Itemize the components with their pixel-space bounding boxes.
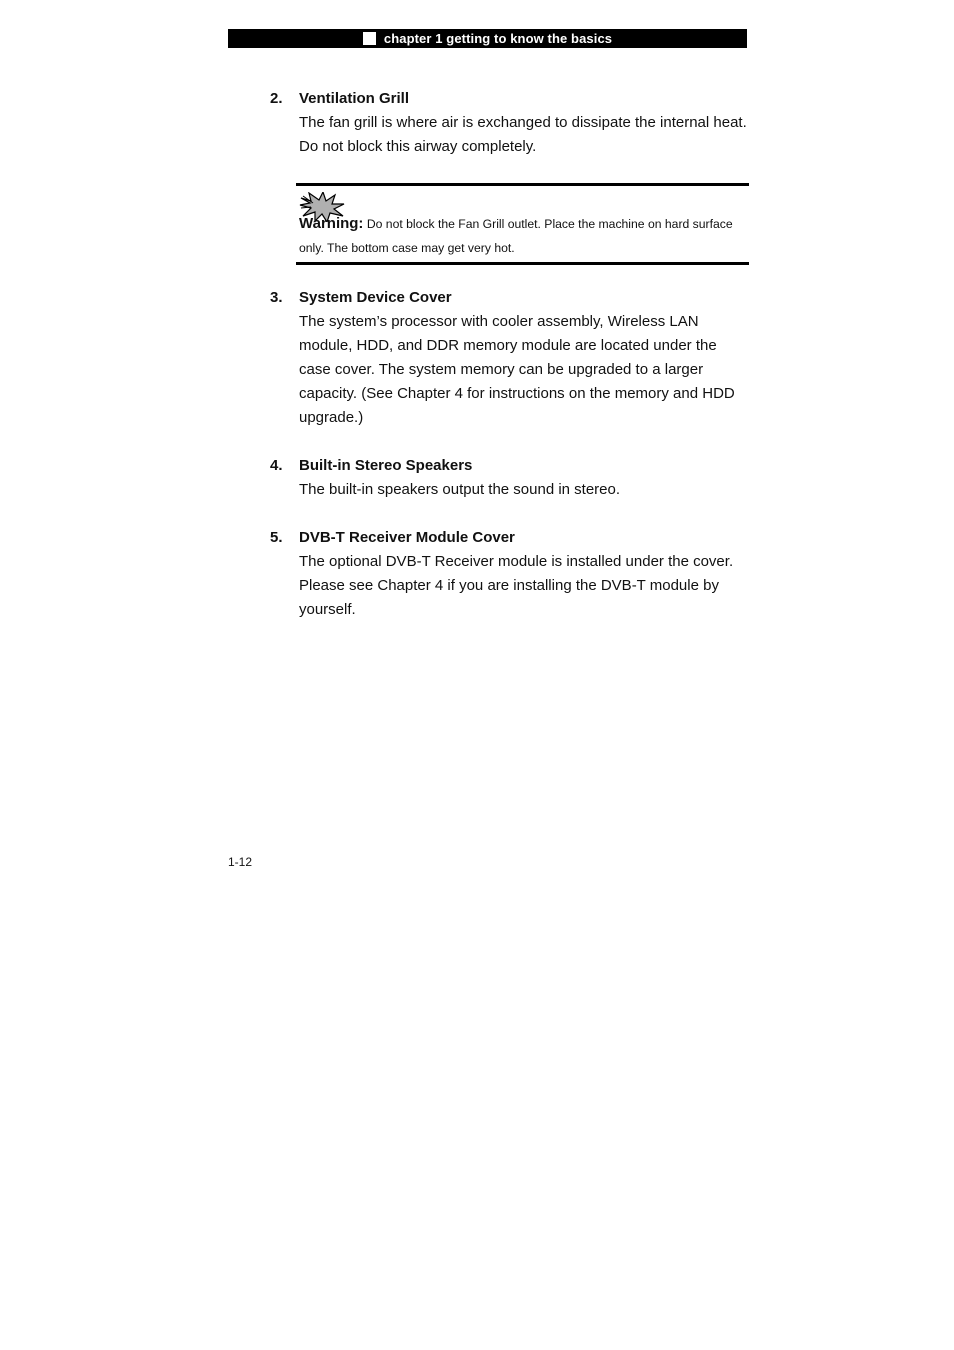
warning-label: Warning: — [299, 215, 364, 232]
header-square-icon — [363, 32, 376, 45]
section-number: 3. — [270, 289, 283, 306]
section-body: The optional DVB-T Receiver module is installed under the cover. Please see Chapter 4 if you are installing the DVB-T module by yourself. — [299, 553, 734, 618]
section-ventilation-grill — [270, 87, 750, 159]
page-number: 1-12 — [228, 855, 253, 869]
section-title: Ventilation Grill — [299, 90, 410, 107]
warning-text — [299, 212, 745, 260]
warning-box — [296, 183, 749, 265]
section-number: 2. — [270, 90, 283, 107]
section-body: The system’s processor with cooler assembly, Wireless LAN module, HDD, and DDR memory module are located under the case cover. The system memory can be upgraded to a larger capacity. (See Chapter 4 for instructions on the memory and HDD upgrade.) — [299, 313, 735, 426]
section-body: The built-in speakers output the sound in stereo. — [299, 481, 621, 498]
warning-message: Do not block the Fan Grill outlet. Place the machine on hard surface only. The bottom case may get very hot. — [299, 217, 733, 255]
section-title: DVB-T Receiver Module Cover — [299, 529, 515, 546]
section-number: 5. — [270, 529, 283, 546]
section-built-in-stereo-speakers — [270, 454, 750, 502]
chapter-title: chapter 1 getting to know the basics — [383, 31, 613, 46]
section-heading — [270, 286, 750, 310]
section-title: System Device Cover — [299, 289, 452, 306]
section-heading — [270, 526, 750, 550]
section-body: The fan grill is where air is exchanged to dissipate the internal heat. Do not block this airway completely. — [299, 114, 747, 155]
section-heading — [270, 454, 750, 478]
section-title: Built-in Stereo Speakers — [299, 457, 473, 474]
section-number: 4. — [270, 457, 283, 474]
section-dvb-t-receiver-module-cover — [270, 526, 750, 622]
section-system-device-cover — [270, 286, 750, 430]
section-heading — [270, 87, 750, 111]
chapter-header — [228, 29, 747, 48]
